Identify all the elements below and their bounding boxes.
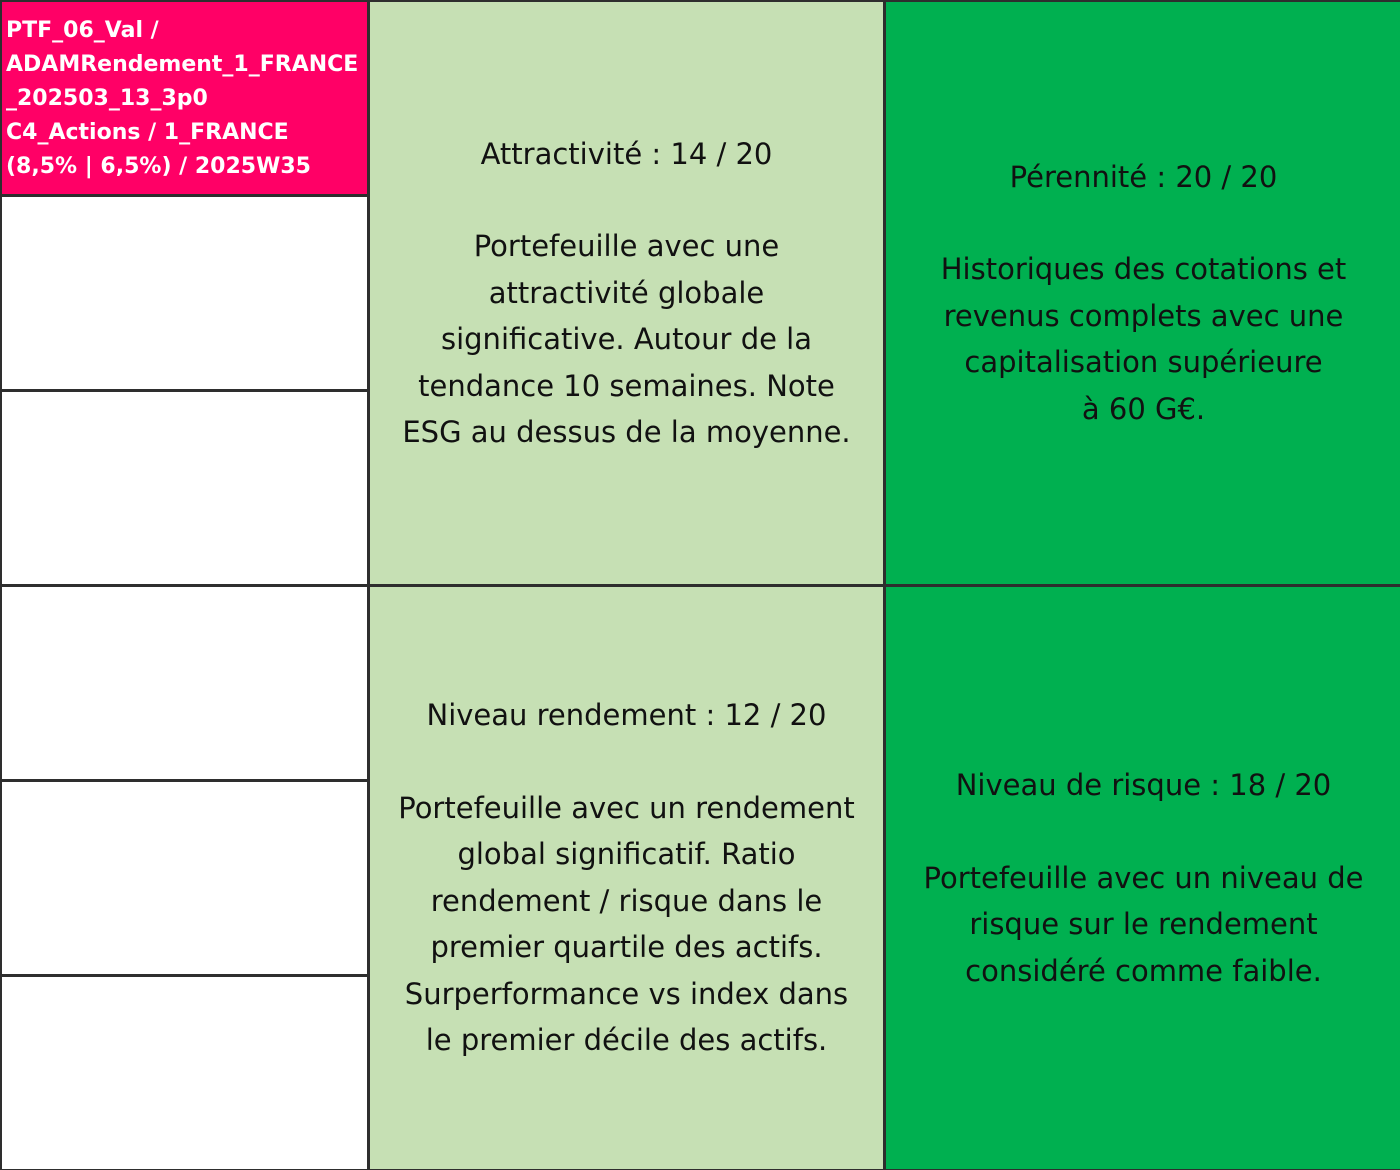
empty-cell-1[interactable] — [2, 197, 367, 389]
portfolio-label-cell[interactable] — [2, 2, 367, 194]
portfolio-label-line-3: _202503_13_3p0 — [6, 86, 208, 111]
empty-cell-5[interactable] — [2, 977, 367, 1169]
rendement-cell[interactable] — [370, 587, 883, 1169]
perennite-title: Pérennité : 20 / 20 — [1009, 159, 1278, 194]
portfolio-label-line-1: PTF_06_Val / — [6, 18, 159, 43]
attractivite-title: Attractivité : 14 / 20 — [480, 136, 773, 171]
rendement-title: Niveau rendement : 12 / 20 — [426, 698, 827, 733]
risque-description: Portefeuille avec un niveau de risque sur le rendement considéré comme faible. — [923, 860, 1364, 988]
perennite-cell[interactable] — [886, 2, 1400, 584]
perennite-description: Historiques des cotations et revenus complets avec une capitalisation supérieure à 60 G€. — [940, 252, 1347, 426]
portfolio-label-line-5: (8,5% | 6,5%) / 2025W35 — [6, 154, 311, 179]
rendement-description: Portefeuille avec un rendement global significatif. Ratio rendement / risque dans le premier quartile des actifs. Surperformance vs index dans le premier décile des actifs. — [398, 790, 855, 1058]
portfolio-label-line-4: C4_Actions / 1_FRANCE — [6, 120, 289, 145]
risque-title: Niveau de risque : 18 / 20 — [955, 768, 1332, 802]
empty-cell-4[interactable] — [2, 782, 367, 974]
empty-cell-2[interactable] — [2, 392, 367, 584]
attractivite-description: Portefeuille avec une attractivité globale significative. Autour de la tendance 10 semaines. Note ESG au dessus de la moyenne. — [402, 229, 851, 449]
portfolio-label-line-2: ADAMRendement_1_FRANCE — [6, 52, 359, 77]
risque-cell[interactable] — [886, 587, 1400, 1169]
attractivite-cell[interactable] — [370, 2, 883, 584]
empty-cell-3[interactable] — [2, 587, 367, 779]
